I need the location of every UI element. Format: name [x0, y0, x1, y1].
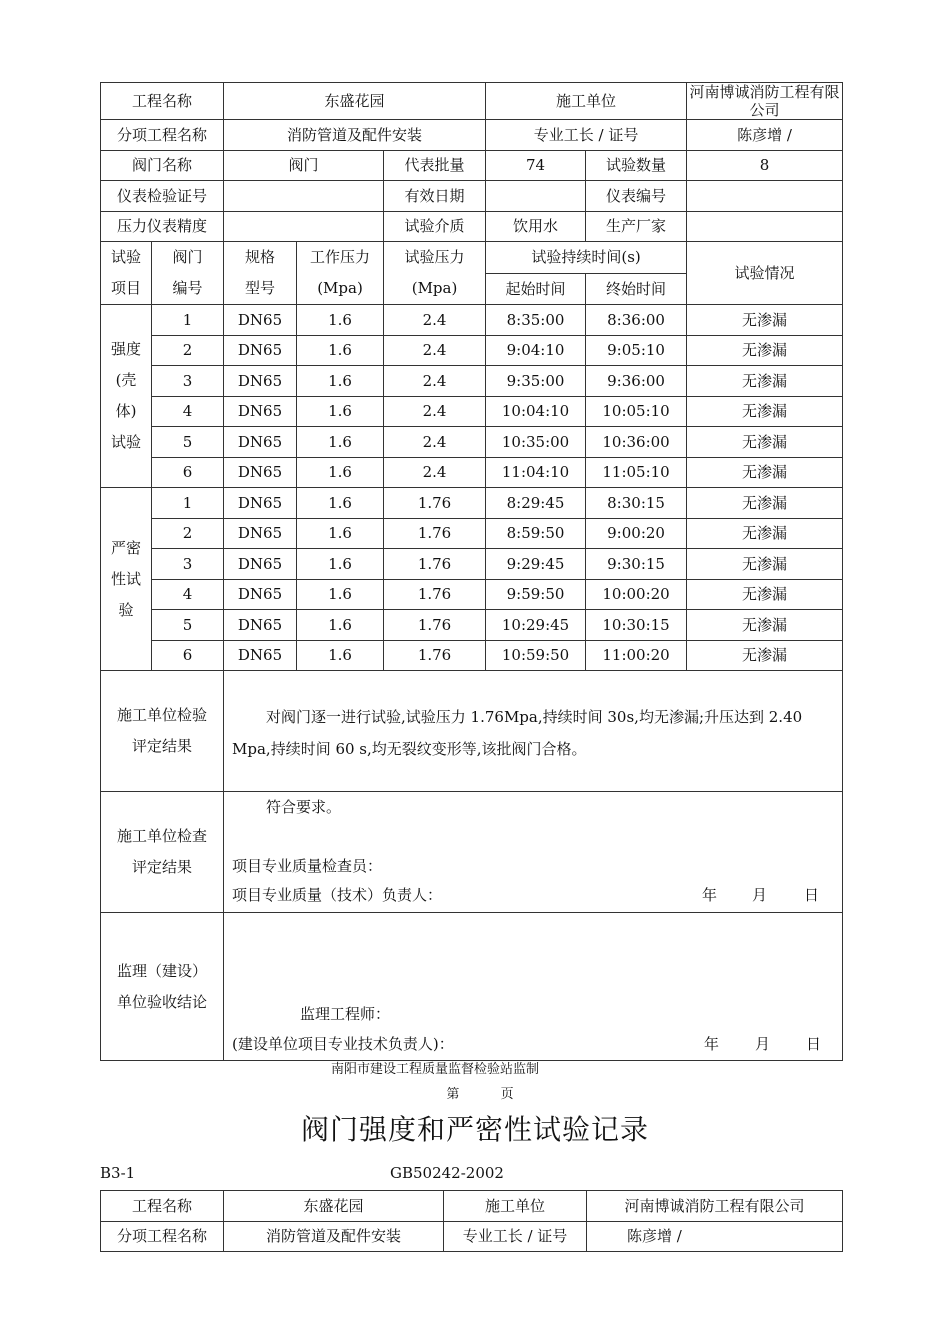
cell-work: 1.6: [297, 488, 384, 519]
cell-work: 1.6: [297, 640, 384, 671]
cell-spec: DN65: [224, 335, 297, 366]
cell-start: 9:59:50: [486, 579, 586, 610]
cell-start: 9:35:00: [486, 366, 586, 397]
cell-work: 1.6: [297, 549, 384, 580]
year-label-2: 年: [704, 1035, 720, 1053]
cell-status: 无渗漏: [687, 457, 843, 488]
next-contractor-label: 施工单位: [444, 1191, 587, 1222]
maker-value: [687, 211, 843, 242]
cell-test: 2.4: [384, 366, 486, 397]
next-foreman-value: 陈彦增 /: [587, 1221, 843, 1252]
cert-label: 仪表检验证号: [101, 181, 224, 212]
cell-end: 9:30:15: [586, 549, 687, 580]
year-label: 年: [702, 886, 718, 904]
table-row: [101, 610, 843, 641]
day-label: 日: [804, 886, 820, 904]
cell-test: 2.4: [384, 335, 486, 366]
cell-test: 2.4: [384, 427, 486, 458]
contractor-label: 施工单位: [486, 83, 687, 120]
cell-start: 9:04:10: [486, 335, 586, 366]
maker-label: 生产厂家: [586, 211, 687, 242]
supervising-engineer-line: 监理工程师：: [300, 1005, 391, 1023]
cell-start: 10:04:10: [486, 396, 586, 427]
cell-test: 1.76: [384, 610, 486, 641]
valid-date-value: [486, 181, 586, 212]
cell-start: 8:29:45: [486, 488, 586, 519]
cell-no: 6: [152, 640, 224, 671]
cell-test: 2.4: [384, 396, 486, 427]
batch-label: 代表批量: [384, 150, 486, 181]
info-row-precision: [101, 211, 843, 242]
supervision-cell: [224, 913, 843, 1061]
cell-spec: DN65: [224, 457, 297, 488]
col-status-header: 试验情况: [687, 242, 843, 305]
cell-test: 1.76: [384, 518, 486, 549]
sub-project-label: 分项工程名称: [101, 120, 224, 151]
cell-status: 无渗漏: [687, 579, 843, 610]
project-name-label: 工程名称: [101, 83, 224, 120]
check-result-cell: [224, 792, 843, 913]
form-code: B3-1: [100, 1164, 136, 1182]
cell-start: 10:29:45: [486, 610, 586, 641]
col-start-header: 起始时间: [486, 273, 586, 305]
header-row-project: [101, 83, 843, 120]
cell-work: 1.6: [297, 335, 384, 366]
cell-work: 1.6: [297, 579, 384, 610]
cell-no: 2: [152, 518, 224, 549]
precision-value: [224, 211, 384, 242]
cell-status: 无渗漏: [687, 610, 843, 641]
table-row: [101, 518, 843, 549]
medium-label: 试验介质: [384, 211, 486, 242]
cell-status: 无渗漏: [687, 305, 843, 336]
cell-test: 1.76: [384, 549, 486, 580]
inspection-result-row: [101, 671, 843, 792]
month-label-2: 月: [755, 1035, 771, 1053]
table-row: [101, 427, 843, 458]
cell-no: 6: [152, 457, 224, 488]
cell-test: 2.4: [384, 305, 486, 336]
cell-start: 10:59:50: [486, 640, 586, 671]
cell-status: 无渗漏: [687, 549, 843, 580]
day-label-2: 日: [806, 1035, 822, 1053]
valve-test-record-table: [100, 82, 843, 1061]
col-test-pressure-header: 试验压力 (Mpa): [384, 242, 486, 305]
next-header-row-subproject: [101, 1221, 843, 1252]
cell-status: 无渗漏: [687, 396, 843, 427]
supervision-label: 监理（建设） 单位验收结论: [101, 913, 224, 1061]
month-label: 月: [752, 886, 768, 904]
cell-end: 11:00:20: [586, 640, 687, 671]
next-foreman-label: 专业工长 / 证号: [444, 1221, 587, 1252]
page-title: 阀门强度和严密性试验记录: [300, 1113, 649, 1146]
quality-responsible-line: 项目专业质量（技术）负责人：: [232, 886, 443, 904]
cell-spec: DN65: [224, 427, 297, 458]
test-qty-value: 8: [687, 150, 843, 181]
valve-name-value: 阀门: [224, 150, 384, 181]
precision-label: 压力仪表精度: [101, 211, 224, 242]
inspection-result-text: 对阀门逐一进行试验,试验压力 1.76Mpa,持续时间 30s,均无渗漏;升压达到 2.40 Mpa,持续时间 60 s,均无裂纹变形等,该批阀门合格。: [224, 671, 843, 792]
table-row: [101, 549, 843, 580]
table-row: [101, 579, 843, 610]
cell-status: 无渗漏: [687, 366, 843, 397]
cell-no: 2: [152, 335, 224, 366]
supervision-row: [101, 913, 843, 1061]
valid-date-label: 有效日期: [384, 181, 486, 212]
cell-start: 9:29:45: [486, 549, 586, 580]
next-sub-project-value: 消防管道及配件安装: [224, 1221, 444, 1252]
table-row: [101, 457, 843, 488]
quality-inspector-line: 项目专业质量检查员：: [232, 857, 383, 875]
meter-no-value: [687, 181, 843, 212]
next-project-name-value: 东盛花园: [224, 1191, 444, 1222]
meter-no-label: 仪表编号: [586, 181, 687, 212]
cell-status: 无渗漏: [687, 640, 843, 671]
cell-end: 9:05:10: [586, 335, 687, 366]
next-page-header-table: [100, 1190, 843, 1252]
strength-test-rows: [101, 305, 843, 488]
next-sub-project-label: 分项工程名称: [101, 1221, 224, 1252]
cell-start: 8:35:00: [486, 305, 586, 336]
foreman-value: 陈彦增 /: [687, 120, 843, 151]
cell-spec: DN65: [224, 640, 297, 671]
table-row: [101, 335, 843, 366]
cell-spec: DN65: [224, 305, 297, 336]
cell-end: 10:05:10: [586, 396, 687, 427]
test-qty-label: 试验数量: [586, 150, 687, 181]
cell-work: 1.6: [297, 457, 384, 488]
cell-no: 4: [152, 396, 224, 427]
check-result-row: [101, 792, 843, 913]
tightness-test-rows: [101, 488, 843, 671]
cell-no: 4: [152, 579, 224, 610]
table-row: [101, 305, 843, 336]
medium-value: 饮用水: [486, 211, 586, 242]
cell-test: 1.76: [384, 488, 486, 519]
cell-start: 11:04:10: [486, 457, 586, 488]
owner-responsible-line: (建设单位项目专业技术负责人)：: [232, 1035, 454, 1053]
cell-spec: DN65: [224, 488, 297, 519]
cell-spec: DN65: [224, 579, 297, 610]
col-item-header: 试验 项目: [101, 242, 152, 305]
cell-status: 无渗漏: [687, 427, 843, 458]
cell-end: 10:00:20: [586, 579, 687, 610]
cell-spec: DN65: [224, 610, 297, 641]
cell-work: 1.6: [297, 396, 384, 427]
cell-test: 1.76: [384, 640, 486, 671]
col-end-header: 终始时间: [586, 273, 687, 305]
cell-status: 无渗漏: [687, 518, 843, 549]
cell-end: 9:00:20: [586, 518, 687, 549]
cell-test: 1.76: [384, 579, 486, 610]
supervision-station-footer: 南阳市建设工程质量监督检验站监制: [330, 1062, 539, 1077]
cell-end: 9:36:00: [586, 366, 687, 397]
tightness-test-label: 严密 性试 验: [101, 488, 152, 671]
strength-test-label: 强度 (壳 体) 试验: [101, 305, 152, 488]
cell-spec: DN65: [224, 549, 297, 580]
next-header-row-project: [101, 1191, 843, 1222]
cell-status: 无渗漏: [687, 335, 843, 366]
col-spec-header: 规格 型号: [224, 242, 297, 305]
info-row-valve: [101, 150, 843, 181]
next-project-name-label: 工程名称: [101, 1191, 224, 1222]
cell-no: 5: [152, 427, 224, 458]
cell-start: 10:35:00: [486, 427, 586, 458]
cell-start: 8:59:50: [486, 518, 586, 549]
cell-status: 无渗漏: [687, 488, 843, 519]
table-row: [101, 396, 843, 427]
cell-work: 1.6: [297, 305, 384, 336]
cell-spec: DN65: [224, 518, 297, 549]
cell-test: 2.4: [384, 457, 486, 488]
cell-work: 1.6: [297, 610, 384, 641]
batch-value: 74: [486, 150, 586, 181]
cell-work: 1.6: [297, 366, 384, 397]
cell-spec: DN65: [224, 366, 297, 397]
table-row: [101, 488, 843, 519]
cell-end: 8:30:15: [586, 488, 687, 519]
cell-no: 3: [152, 366, 224, 397]
cell-no: 5: [152, 610, 224, 641]
cell-end: 8:36:00: [586, 305, 687, 336]
standard-code: GB50242-2002: [390, 1164, 504, 1182]
header-row-subproject: [101, 120, 843, 151]
cell-end: 10:30:15: [586, 610, 687, 641]
cell-no: 3: [152, 549, 224, 580]
cert-value: [224, 181, 384, 212]
column-header-row-1: [101, 242, 843, 274]
page-number: 第 页: [446, 1087, 514, 1102]
cell-end: 11:05:10: [586, 457, 687, 488]
cell-work: 1.6: [297, 427, 384, 458]
valve-name-label: 阀门名称: [101, 150, 224, 181]
check-result-label: 施工单位检查 评定结果: [101, 792, 224, 913]
col-duration-header: 试验持续时间(s): [486, 242, 687, 274]
project-name-value: 东盛花园: [224, 83, 486, 120]
contractor-value: 河南博诚消防工程有限公司: [687, 83, 843, 120]
cell-no: 1: [152, 488, 224, 519]
next-contractor-value: 河南博诚消防工程有限公司: [587, 1191, 843, 1222]
sub-project-value: 消防管道及配件安装: [224, 120, 486, 151]
col-work-pressure-header: 工作压力 (Mpa): [297, 242, 384, 305]
col-valve-no-header: 阀门 编号: [152, 242, 224, 305]
check-result-text: 符合要求。: [266, 798, 342, 816]
cell-no: 1: [152, 305, 224, 336]
cell-work: 1.6: [297, 518, 384, 549]
cell-spec: DN65: [224, 396, 297, 427]
table-row: [101, 640, 843, 671]
inspection-result-label: 施工单位检验 评定结果: [101, 671, 224, 792]
cell-end: 10:36:00: [586, 427, 687, 458]
foreman-label: 专业工长 / 证号: [486, 120, 687, 151]
table-row: [101, 366, 843, 397]
info-row-cert: [101, 181, 843, 212]
